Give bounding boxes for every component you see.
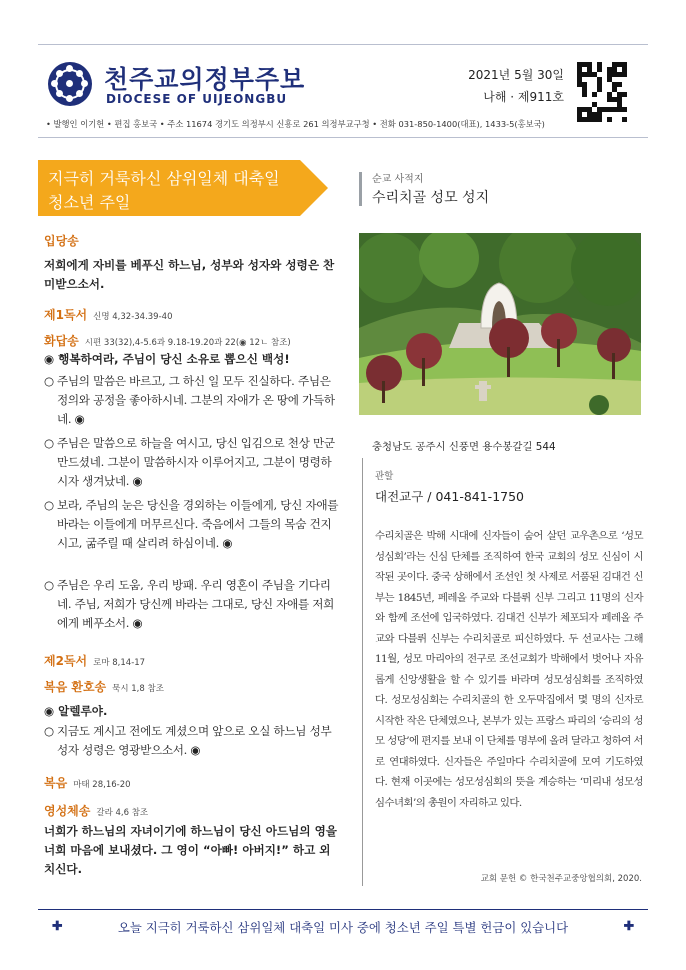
publisher-info: • 발행인 이기헌 • 편집 홍보국 • 주소 11674 경기도 의정부시 신흥로 261 의정부교구청 • 전화 031-850-1400(대표), 1433-5(홍보국): [46, 119, 545, 129]
psalm-verse: ○ 보라, 주님의 눈은 당신을 경외하는 이들에게, 당신 자애를 바라는 이들에게 머무르신다. 죽음에서 그들의 목숨 건지시고, 굶주릴 때 살리려 하심이네. ◉: [44, 498, 339, 550]
header-divider: [38, 137, 648, 138]
footer-notice: 오늘 지극히 거룩하신 삼위일체 대축일 미사 중에 청소년 주일 특별 헌금이 있습니다: [117, 920, 569, 935]
psalm-response: ◉ 행복하여라, 주님이 당신 소유로 뽑으신 백성!: [44, 352, 290, 366]
psalm-verse: ○ 주님은 우리 도움, 우리 방패. 우리 영혼이 주님을 기다리네. 주님, 저희가 당신께 바라는 그대로, 당신 자애를 저희에게 베푸소서. ◉: [44, 578, 335, 630]
reading2-heading: 제2독서: [44, 654, 88, 668]
gospel-ref: 마태 28,16-20: [73, 780, 131, 790]
top-rule: [38, 44, 648, 45]
section-accent-bar: [359, 172, 362, 206]
reading1-heading: 제1독서: [44, 308, 88, 322]
publication-subtitle: DIOCESE OF UIJEONGBU: [106, 92, 288, 106]
entrance-heading: 입당송: [44, 234, 79, 248]
issue-date: 2021년 5월 30일: [468, 68, 564, 82]
shrine-category: 순교 사적지: [372, 174, 424, 185]
alleluia-verse: ○ 지금도 계시고 전에도 계셨으며 앞으로 오실 하느님 성부 성자 성령은 영광받으소서. ◉: [44, 724, 332, 757]
relation-label: 관할: [375, 471, 394, 482]
gospel-heading: 복음: [44, 776, 68, 790]
alleluia-heading: 복음 환호송: [44, 680, 107, 694]
shrine-photo: [359, 233, 641, 415]
psalm-verse: ○ 주님의 말씀은 바르고, 그 하신 일 모두 진실하다. 주님은 정의와 공정을 좋아하시네. 그분의 자애가 온 땅에 가득하네. ◉: [44, 374, 335, 426]
communion-heading: 영성체송: [44, 804, 91, 818]
column-divider: [362, 458, 363, 886]
issue-number: 나해 · 제911호: [483, 90, 564, 104]
reading1-ref: 신명 4,32-34.39-40: [93, 312, 173, 322]
alleluia-ref: 묵시 1,8 참조: [112, 684, 164, 694]
feast-banner: [38, 160, 328, 216]
cross-icon: ✚: [52, 918, 63, 933]
shrine-title: 수리치골 성모 성지: [372, 190, 490, 206]
reading2-ref: 로마 8,14-17: [93, 658, 146, 668]
qr-code-icon[interactable]: [577, 62, 627, 124]
relation-value: 대전교구 / 041-841-1750: [375, 489, 525, 504]
shrine-address: 충청남도 공주시 신풍면 용수봉갈길 544: [372, 441, 556, 453]
communion-antiphon: 너희가 하느님의 자녀이기에 하느님이 당신 아드님의 영을 너희 마음에 보내셨다. 그 영이 “아빠! 아버지!” 하고 외치신다.: [44, 824, 338, 876]
footer-notice-bar: [38, 918, 648, 936]
psalm-heading: 화답송: [44, 334, 79, 348]
footer-rule: [38, 909, 648, 910]
alleluia-response: ◉ 알렐루야.: [44, 704, 108, 718]
psalm-verse: ○ 주님은 말씀으로 하늘을 여시고, 당신 입김으로 천상 만군 만드셨네. 그분이 말씀하시자 이루어지고, 그분이 명령하시자 생겨났네. ◉: [44, 436, 335, 488]
cross-icon: ✚: [623, 918, 634, 933]
publication-title: 천주교의정부주보: [104, 65, 306, 94]
diocese-logo-icon: [48, 62, 92, 106]
entrance-antiphon: 저희에게 자비를 베푸신 하느님, 성부와 성자와 성령은 찬미받으소서.: [44, 258, 335, 291]
source-credit: 교회 문헌 © 한국천주교중앙협의회, 2020.: [480, 874, 642, 884]
communion-ref: 갈라 4,6 참조: [96, 808, 149, 818]
feast-title: 지극히 거룩하신 삼위일체 대축일: [48, 169, 280, 188]
feast-subtitle: 청소년 주일: [48, 193, 131, 212]
shrine-description: 수리치골은 박해 시대에 신자들이 숨어 살던 교우촌으로 ‘성모성심회’라는 신심 단체를 조직하여 한국 교회의 성모 신심이 시작된 곳이다. 중국 상해에서 조선인 첫 사제로 서품된 김대건 신부는 1845년, 페레올 주교와 다블뤼 신부 그리고 11명의 신자와 함께 조선에 입국하였다. 김대건 신부가 체포되자 페레올 주교와 다블뤼 신부는 수리치골로 피신하였다. 두 선교사는 그해 11월, 성모 마리아의 전구로 조선교회가 박해에서 벗어나 자유롭게 신앙생활을 할 수 있기를 바라며 성모성심회를 조직하였다. 성모성심회는 수리치골의 한 오두막집에서 몇 명의 신자로 시작한 작은 단체였으나, 본부가 있는 프랑스 파리의 ‘승리의 성모 성당’에 편지를 보내 이 단체를 명부에 올려 달라고 청하여 서로 연대하였다. 신자들은 주일마다 수리치골에 모여 기도하였다. 현재 이곳에는 성모성심회의 뜻을 계승하는 ‘미리내 성모성심수녀회’의 총원이 자리하고 있다.: [375, 530, 643, 809]
psalm-ref: 시편 33(32),4-5.6과 9.18-19.20과 22(◉ 12ㄴ 참조): [84, 338, 291, 348]
